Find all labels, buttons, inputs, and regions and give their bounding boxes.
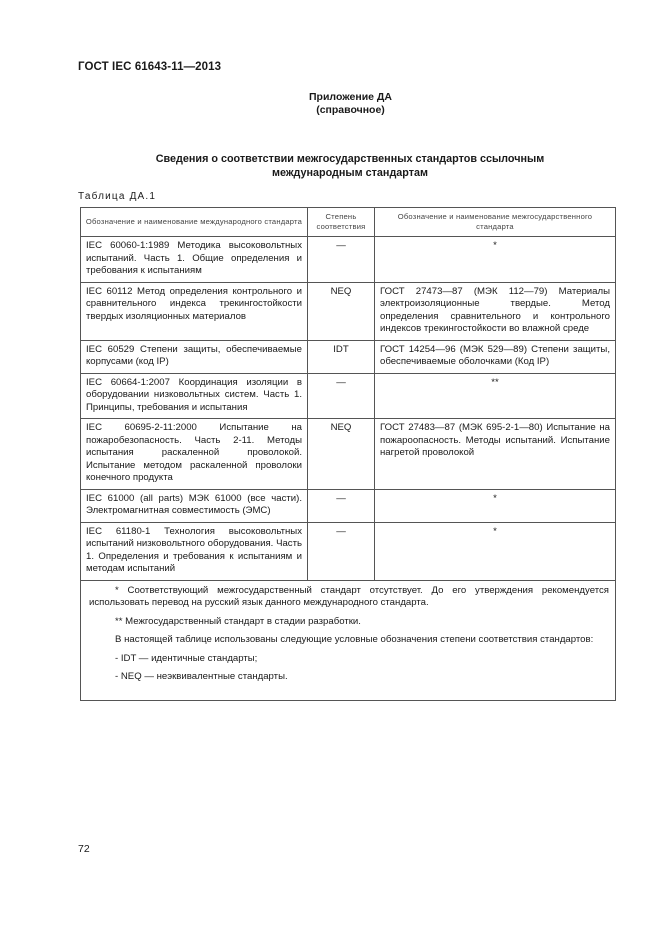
appendix-subtitle: (справочное) <box>316 104 385 116</box>
international-standard-cell: IEC 60664-1:2007 Координация изоляции в оборудовании низковольтных систем. Часть 1. Принципы, требования и испытания <box>81 373 308 419</box>
international-standard-cell: IEC 60060-1:1989 Методика высоковольтных испытаний. Часть 1. Общие определения и требования к испытаниям <box>81 237 308 283</box>
international-standard-cell: IEC 61000 (all parts) МЭК 61000 (все части). Электромагнитная совместимость (ЭМС) <box>81 489 308 522</box>
note-neq: - NEQ — неэквивалентные стандарты. <box>115 671 288 682</box>
interstate-standard-cell: ГОСТ 27483—87 (МЭК 695-2-1—80) Испытание на пожароопасность. Методы испытаний. Испытание нагретой проволокой <box>375 419 616 490</box>
table-notes-row <box>81 580 616 700</box>
note-designations-intro: В настоящей таблице использованы следующие условные обозначения степени соответствия стандартов: <box>115 634 594 645</box>
degree-cell: — <box>308 373 375 419</box>
international-standard-cell: IEC 60112 Метод определения контрольного и сравнительного индекса трекингостойкости твердых изоляционных материалов <box>81 282 308 340</box>
page-number: 72 <box>78 843 90 855</box>
table-row <box>81 373 616 419</box>
international-standard-cell: IEC 61180-1 Технология высоковольтных испытаний низковольтного оборудования. Часть 1. Определения и требования к испытаниям и методам испытаний <box>81 522 308 580</box>
international-standard-cell: IEC 60695-2-11:2000 Испытание на пожаробезопасность. Часть 2-11. Методы испытания раскаленной проволокой. Испытание методом раскаленной проволоки конечного продукта <box>81 419 308 490</box>
appendix-heading <box>0 91 661 117</box>
table-row <box>81 419 616 490</box>
degree-cell: — <box>308 237 375 283</box>
note-idt: - IDT — идентичные стандарты; <box>115 652 258 664</box>
table-row <box>81 489 616 522</box>
degree-cell: — <box>308 489 375 522</box>
international-standard-cell: IEC 60529 Степени защиты, обеспечиваемые корпусами (код IP) <box>81 340 308 373</box>
column-header-international: Обозначение и наименование международного стандарта <box>81 208 308 237</box>
section-title <box>120 152 580 180</box>
note-missing-standard: * Соответствующий межгосударственный стандарт отсутствует. До его утверждения рекомендуется использовать перевод на русский язык данного международного стандарта. <box>89 584 609 608</box>
degree-cell: IDT <box>308 340 375 373</box>
interstate-standard-cell: ** <box>375 373 616 419</box>
interstate-standard-cell: ГОСТ 14254—96 (МЭК 529—89) Степени защиты, обеспечиваемые оболочками (Код IP) <box>375 340 616 373</box>
degree-cell: NEQ <box>308 419 375 490</box>
appendix-title: Приложение ДА <box>309 91 392 103</box>
interstate-standard-cell: * <box>375 237 616 283</box>
table-notes <box>81 580 616 700</box>
interstate-standard-cell: * <box>375 489 616 522</box>
table-header-row <box>81 208 616 237</box>
column-header-interstate: Обозначение и наименование межгосударственного стандарта <box>375 208 616 237</box>
column-header-degree: Степень соответствия <box>308 208 375 237</box>
section-title-line-1: Сведения о соответствии межгосударственных стандартов ссылочным <box>155 153 545 165</box>
table-row <box>81 522 616 580</box>
degree-cell: — <box>308 522 375 580</box>
table-row <box>81 340 616 373</box>
section-title-line-2: международным стандартам <box>271 167 429 179</box>
degree-cell: NEQ <box>308 282 375 340</box>
note-in-development: ** Межгосударственный стандарт в стадии разработки. <box>115 615 361 627</box>
table-row <box>81 237 616 283</box>
interstate-standard-cell: * <box>375 522 616 580</box>
correspondence-table <box>80 207 616 701</box>
interstate-standard-cell: ГОСТ 27473—87 (МЭК 112—79) Материалы электроизоляционные твердые. Метод определения сравнительного и контрольного индексов трекингостойкости во влажной среде <box>375 282 616 340</box>
document-header: ГОСТ IEC 61643-11—2013 <box>78 61 222 73</box>
table-caption: Таблица ДА.1 <box>78 191 157 202</box>
table-row <box>81 282 616 340</box>
